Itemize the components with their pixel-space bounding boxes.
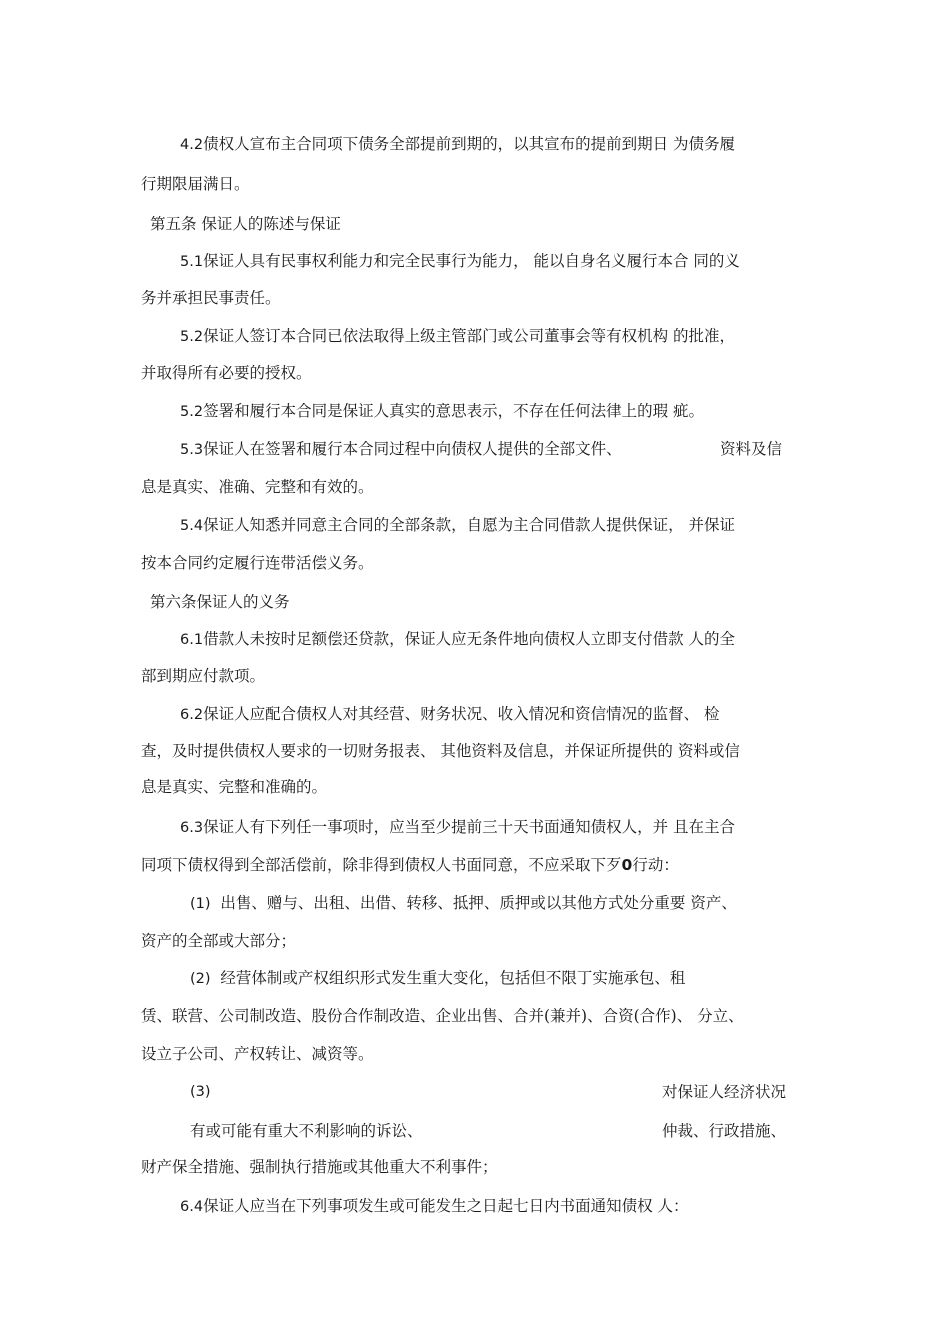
item-number: (1) (190, 896, 211, 912)
clause-5-4-line-1 (180, 515, 735, 536)
clause-6-3-line-2 (141, 855, 679, 875)
clause-number: 5.2 (180, 404, 204, 420)
clause-text: 保证人有下列任一事项时，应当至少提前三十天书面通知债权人，并 且在主合 (203, 818, 735, 836)
clause-text: 保证人知悉并同意主合同的全部条款，自愿为主合同借款人提供保证， 并保证 (203, 516, 735, 534)
item-2-line-3: 设立子公司、产权转让、减资等。 (141, 1045, 374, 1063)
clause-5-2-line-1 (180, 326, 735, 347)
clause-number: 6.2 (180, 707, 204, 723)
item-2-line-2: 赁、联营、公司制改造、股份合作制改造、企业出售、合并(兼并)、合资(合作)、 分立、 (141, 1007, 744, 1025)
clause-6-2-line-3: 息是真实、完整和准确的。 (141, 778, 328, 796)
clause-6-2-line-1 (180, 704, 720, 725)
clause-5-1-line-2: 务并承担民事责任。 (141, 289, 281, 307)
clause-text: 债权人宣布主合同项下债务全部提前到期的，以其宣布的提前到期日 为债务履 (203, 135, 735, 153)
clause-number: 4.2 (180, 137, 204, 153)
item-1-line-2: 资产的全部或大部分； (141, 932, 297, 950)
ocr-artifact-number: 0 (621, 856, 633, 874)
clause-6-4-line-1 (180, 1196, 689, 1217)
clause-6-1-line-1 (180, 629, 735, 650)
clause-5-3-line-1-tail: 资料及信 (720, 440, 783, 458)
clause-5-2-line-2: 并取得所有必要的授权。 (141, 364, 312, 382)
clause-5-4-line-2: 按本合同约定履行连带活偿义务。 (141, 554, 374, 572)
clause-6-3-line-1 (180, 817, 735, 838)
clause-number: 5.1 (180, 254, 204, 270)
article-6-heading: 第六条保证人的义务 (150, 593, 290, 611)
clause-number: 5.2 (180, 329, 204, 345)
item-3-line-3: 财产保全措施、强制执行措施或其他重大不利事件； (141, 1158, 498, 1176)
clause-number: 6.1 (180, 632, 204, 648)
clause-4-2-line-2: 行期限届满日。 (141, 175, 250, 193)
item-3-line-1-tail: 对保证人经济状况 (662, 1083, 787, 1101)
clause-6-2-line-2: 查，及时提供债权人要求的一切财务报表、 其他资料及信息，并保证所提供的 资料或信 (141, 742, 740, 760)
clause-5-2b-line-1 (180, 401, 704, 422)
clause-text: 保证人在签署和履行本合同过程中向债权人提供的全部文件、 (203, 440, 622, 458)
article-5-heading: 第五条 保证人的陈述与保证 (150, 215, 341, 233)
clause-number: 5.3 (180, 442, 204, 458)
clause-text: 保证人应配合债权人对其经营、财务状况、收入情况和资信情况的监督、 检 (203, 705, 720, 723)
clause-text: 保证人具有民事权利能力和完全民事行为能力， 能以自身名义履行本合 同的义 (203, 252, 740, 270)
clause-6-1-line-2: 部到期应付款项。 (141, 667, 266, 685)
clause-number: 6.4 (180, 1199, 204, 1215)
clause-text: 签署和履行本合同是保证人真实的意思表示，不存在任何法律上的瑕 疵。 (203, 402, 704, 420)
clause-text: 保证人签订本合同已依法取得上级主管部门或公司董事会等有权机构 的批准， (203, 327, 735, 345)
clause-4-2-line-1 (180, 134, 735, 155)
clause-text: 借款人未按时足额偿还贷款，保证人应无条件地向债权人立即支付借款 人的全 (203, 630, 735, 648)
clause-number: 5.4 (180, 518, 204, 534)
item-text: 出售、赠与、出租、出借、转移、抵押、质押或以其他方式处分重要 资产、 (220, 894, 737, 912)
item-1-line-1 (190, 893, 737, 914)
item-2-line-1 (190, 968, 685, 989)
clause-5-3-line-1 (180, 439, 622, 460)
item-number: (2) (190, 971, 211, 987)
item-3-number: (3) (190, 1084, 211, 1100)
clause-number: 6.3 (180, 820, 204, 836)
item-text: 经营体制或产权组织形式发生重大变化，包括但不限丁实施承包、租 (220, 969, 686, 987)
item-3-line-2-tail: 仲裁、行政措施、 (662, 1122, 787, 1140)
clause-text: 同项下债权得到全部活偿前，除非得到债权人书面同意，不应采取下歹 (141, 856, 622, 874)
item-3-line-2: 有或可能有重大不利影响的诉讼、 (190, 1122, 423, 1140)
clause-5-3-line-2: 息是真实、准确、完整和有效的。 (141, 478, 374, 496)
clause-5-1-line-1 (180, 251, 740, 272)
clause-text: 保证人应当在下列事项发生或可能发生之日起七日内书面通知债权 人： (203, 1197, 689, 1215)
clause-text-tail: 行动： (632, 856, 679, 874)
